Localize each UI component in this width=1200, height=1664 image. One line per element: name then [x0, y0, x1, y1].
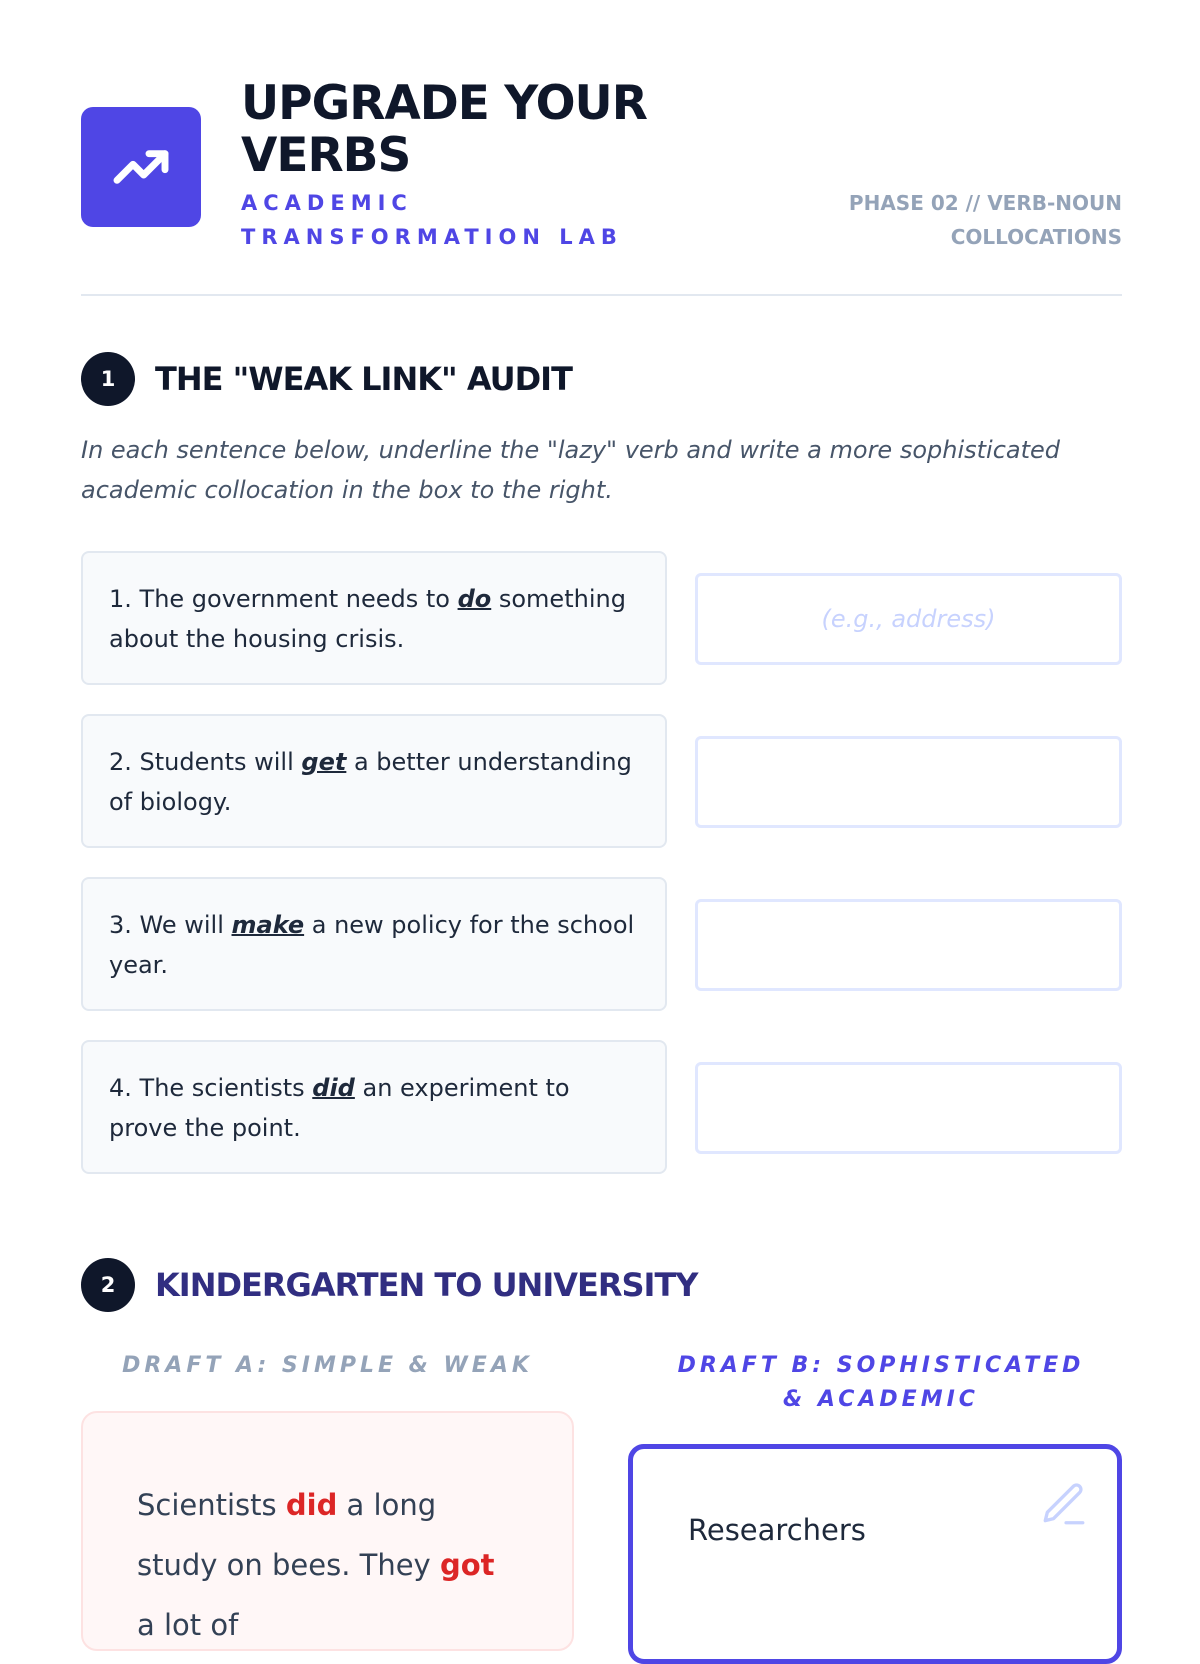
phase-label: PHASE 02 // VERB-NOUN COLLOCATIONS [848, 191, 1122, 249]
answer-input[interactable] [695, 573, 1122, 665]
sentence-card [81, 1040, 667, 1174]
sentence-text: 1. The government needs to [109, 585, 458, 613]
worksheet-page [81, 0, 1122, 1642]
trending-up-icon [81, 107, 201, 227]
page-subtitle: ACADEMIC TRANSFORMATION LAB [241, 191, 623, 249]
lazy-verb: do [457, 585, 492, 613]
draft-a-text: a lot of [137, 1608, 239, 1642]
sentence-text: 4. The scientists [109, 1074, 313, 1102]
lazy-verb: get [301, 748, 347, 776]
draft-a-label: DRAFT A: SIMPLE & WEAK [122, 1353, 533, 1378]
section-title: THE "WEAK LINK" AUDIT [155, 360, 572, 398]
sentence-card [81, 877, 667, 1011]
draft-b-input[interactable] [688, 1513, 1028, 1547]
draft-a-text: a long study on bees. They [137, 1488, 440, 1582]
answer-input[interactable] [695, 736, 1122, 828]
answer-input[interactable] [695, 1062, 1122, 1154]
header-divider [81, 294, 1122, 296]
answer-input[interactable] [695, 899, 1122, 991]
lazy-verb: did [312, 1074, 355, 1102]
pencil-icon [1039, 1479, 1089, 1529]
page-title: UPGRADE YOUR VERBS [241, 76, 647, 183]
sentence-text: an experiment to prove the point. [109, 1074, 570, 1142]
weak-verb: did [285, 1488, 338, 1522]
draft-a-box [81, 1411, 574, 1651]
draft-a-text: Scientists [137, 1488, 286, 1522]
section-instructions: In each sentence below, underline the "lazy" verb and write a more sophisticated academic collocation in the box to the right. [81, 436, 1061, 504]
lazy-verb: make [231, 911, 305, 939]
section-title: KINDERGARTEN TO UNIVERSITY [155, 1266, 698, 1304]
weak-verb: got [439, 1548, 495, 1582]
sentence-card [81, 714, 667, 848]
draft-b-box [628, 1444, 1122, 1664]
sentence-text: something about the housing crisis. [109, 585, 626, 653]
sentence-text: a new policy for the school year. [109, 911, 635, 979]
sentence-text: a better understanding of biology. [109, 748, 632, 816]
draft-b-label: DRAFT B: SOPHISTICATED & ACADEMIC [677, 1353, 1085, 1412]
section-number-badge: 1 [81, 352, 135, 406]
sentence-card [81, 551, 667, 685]
sentence-text: 2. Students will [109, 748, 302, 776]
section-number-badge: 2 [81, 1258, 135, 1312]
sentence-text: 3. We will [109, 911, 232, 939]
